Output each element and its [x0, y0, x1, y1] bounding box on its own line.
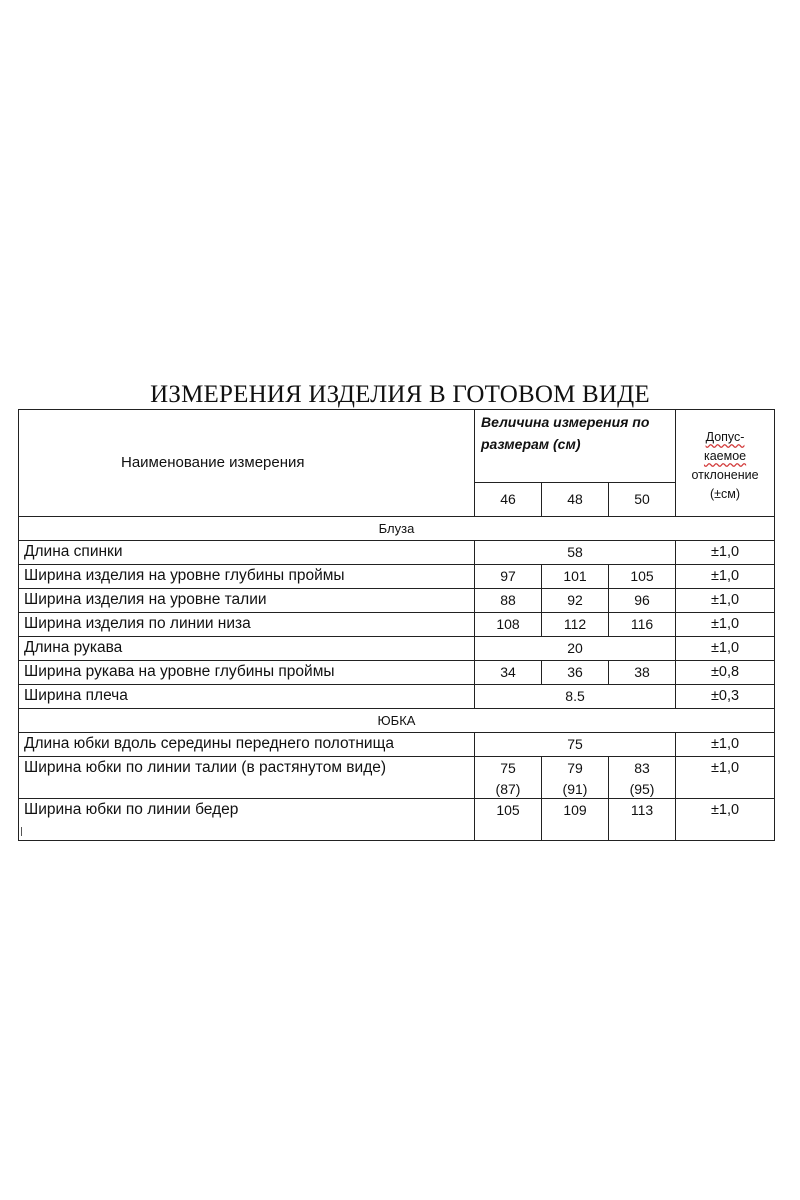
- table-header-row: [19, 410, 775, 483]
- measurement-value-48: 92: [542, 589, 609, 613]
- header-size-48: 48: [542, 482, 609, 516]
- table-row: [19, 733, 775, 757]
- tolerance-value: ±1,0: [676, 799, 775, 841]
- measurement-name: Длина рукава: [19, 637, 475, 661]
- measurement-value: 75: [475, 733, 676, 757]
- measurement-value-46: 97: [475, 565, 542, 589]
- header-measurement-name: Наименование измерения: [19, 410, 475, 517]
- table-row: [19, 685, 775, 709]
- measurement-value-50: 113: [609, 799, 676, 841]
- measurement-value-46: 88: [475, 589, 542, 613]
- measurement-name: Ширина изделия на уровне глубины проймы: [19, 565, 475, 589]
- tolerance-value: ±1,0: [676, 757, 775, 799]
- header-tolerance-line4: (±см): [710, 487, 741, 501]
- measurement-name: Ширина изделия на уровне талии: [19, 589, 475, 613]
- measurement-name: Длина юбки вдоль середины переднего полотнища: [19, 733, 475, 757]
- measurement-value-50: 38: [609, 661, 676, 685]
- table-row: [19, 565, 775, 589]
- measurement-value-46: 34: [475, 661, 542, 685]
- document-title: ИЗМЕРЕНИЯ ИЗДЕЛИЯ В ГОТОВОМ ВИДЕ: [150, 381, 650, 408]
- measurements-table: [18, 409, 775, 841]
- measurement-value-48: 112: [542, 613, 609, 637]
- table-row: [19, 757, 775, 799]
- measurement-value-48: 109: [542, 799, 609, 841]
- header-tolerance-line2: каемое: [703, 449, 747, 463]
- measurement-value-50: [609, 757, 676, 799]
- measurement-name: Ширина юбки по линии бедер: [19, 799, 475, 841]
- measurement-name: Ширина юбки по линии талии (в растянутом виде): [19, 757, 475, 799]
- measurement-value-48: 101: [542, 565, 609, 589]
- table-row: [19, 799, 775, 841]
- table-row: [19, 613, 775, 637]
- measurement-value-46: 108: [475, 613, 542, 637]
- measurement-name: Длина спинки: [19, 541, 475, 565]
- measurement-name: Ширина изделия по линии низа: [19, 613, 475, 637]
- measurement-value-46: [475, 757, 542, 799]
- value-stretched: (91): [562, 781, 588, 797]
- measurement-value-50: 96: [609, 589, 676, 613]
- section-title: Блуза: [19, 517, 775, 541]
- header-tolerance-line3: отклонение: [691, 468, 759, 482]
- measurement-value: 8.5: [475, 685, 676, 709]
- header-size-46: 46: [475, 482, 542, 516]
- section-row-blouse: [19, 517, 775, 541]
- header-tolerance-line1: Допус-: [705, 430, 745, 444]
- value-main: 79: [567, 760, 583, 776]
- measurement-value-46: 105: [475, 799, 542, 841]
- measurement-name: Ширина рукава на уровне глубины проймы: [19, 661, 475, 685]
- section-title: ЮБКА: [19, 709, 775, 733]
- header-tolerance: [676, 410, 775, 517]
- tolerance-value: ±1,0: [676, 589, 775, 613]
- measurement-name: Ширина плеча: [19, 685, 475, 709]
- tolerance-value: ±1,0: [676, 637, 775, 661]
- tolerance-value: ±0,8: [676, 661, 775, 685]
- tolerance-value: ±1,0: [676, 613, 775, 637]
- stray-mark: [21, 827, 22, 836]
- measurement-value-50: 105: [609, 565, 676, 589]
- measurement-value-50: 116: [609, 613, 676, 637]
- tolerance-value: ±1,0: [676, 541, 775, 565]
- value-stretched: (95): [629, 781, 655, 797]
- value-main: 75: [500, 760, 516, 776]
- table-row: [19, 541, 775, 565]
- measurement-value: 20: [475, 637, 676, 661]
- tolerance-value: ±1,0: [676, 733, 775, 757]
- measurement-value-48: [542, 757, 609, 799]
- tolerance-value: ±1,0: [676, 565, 775, 589]
- header-size-group: Величина измерения по размерам (см): [475, 410, 676, 483]
- value-stretched: (87): [495, 781, 521, 797]
- table-row: [19, 589, 775, 613]
- header-size-50: 50: [609, 482, 676, 516]
- table-row: [19, 661, 775, 685]
- tolerance-value: ±0,3: [676, 685, 775, 709]
- value-main: 83: [634, 760, 650, 776]
- measurement-value: 58: [475, 541, 676, 565]
- table-row: [19, 637, 775, 661]
- measurement-value-48: 36: [542, 661, 609, 685]
- section-row-skirt: [19, 709, 775, 733]
